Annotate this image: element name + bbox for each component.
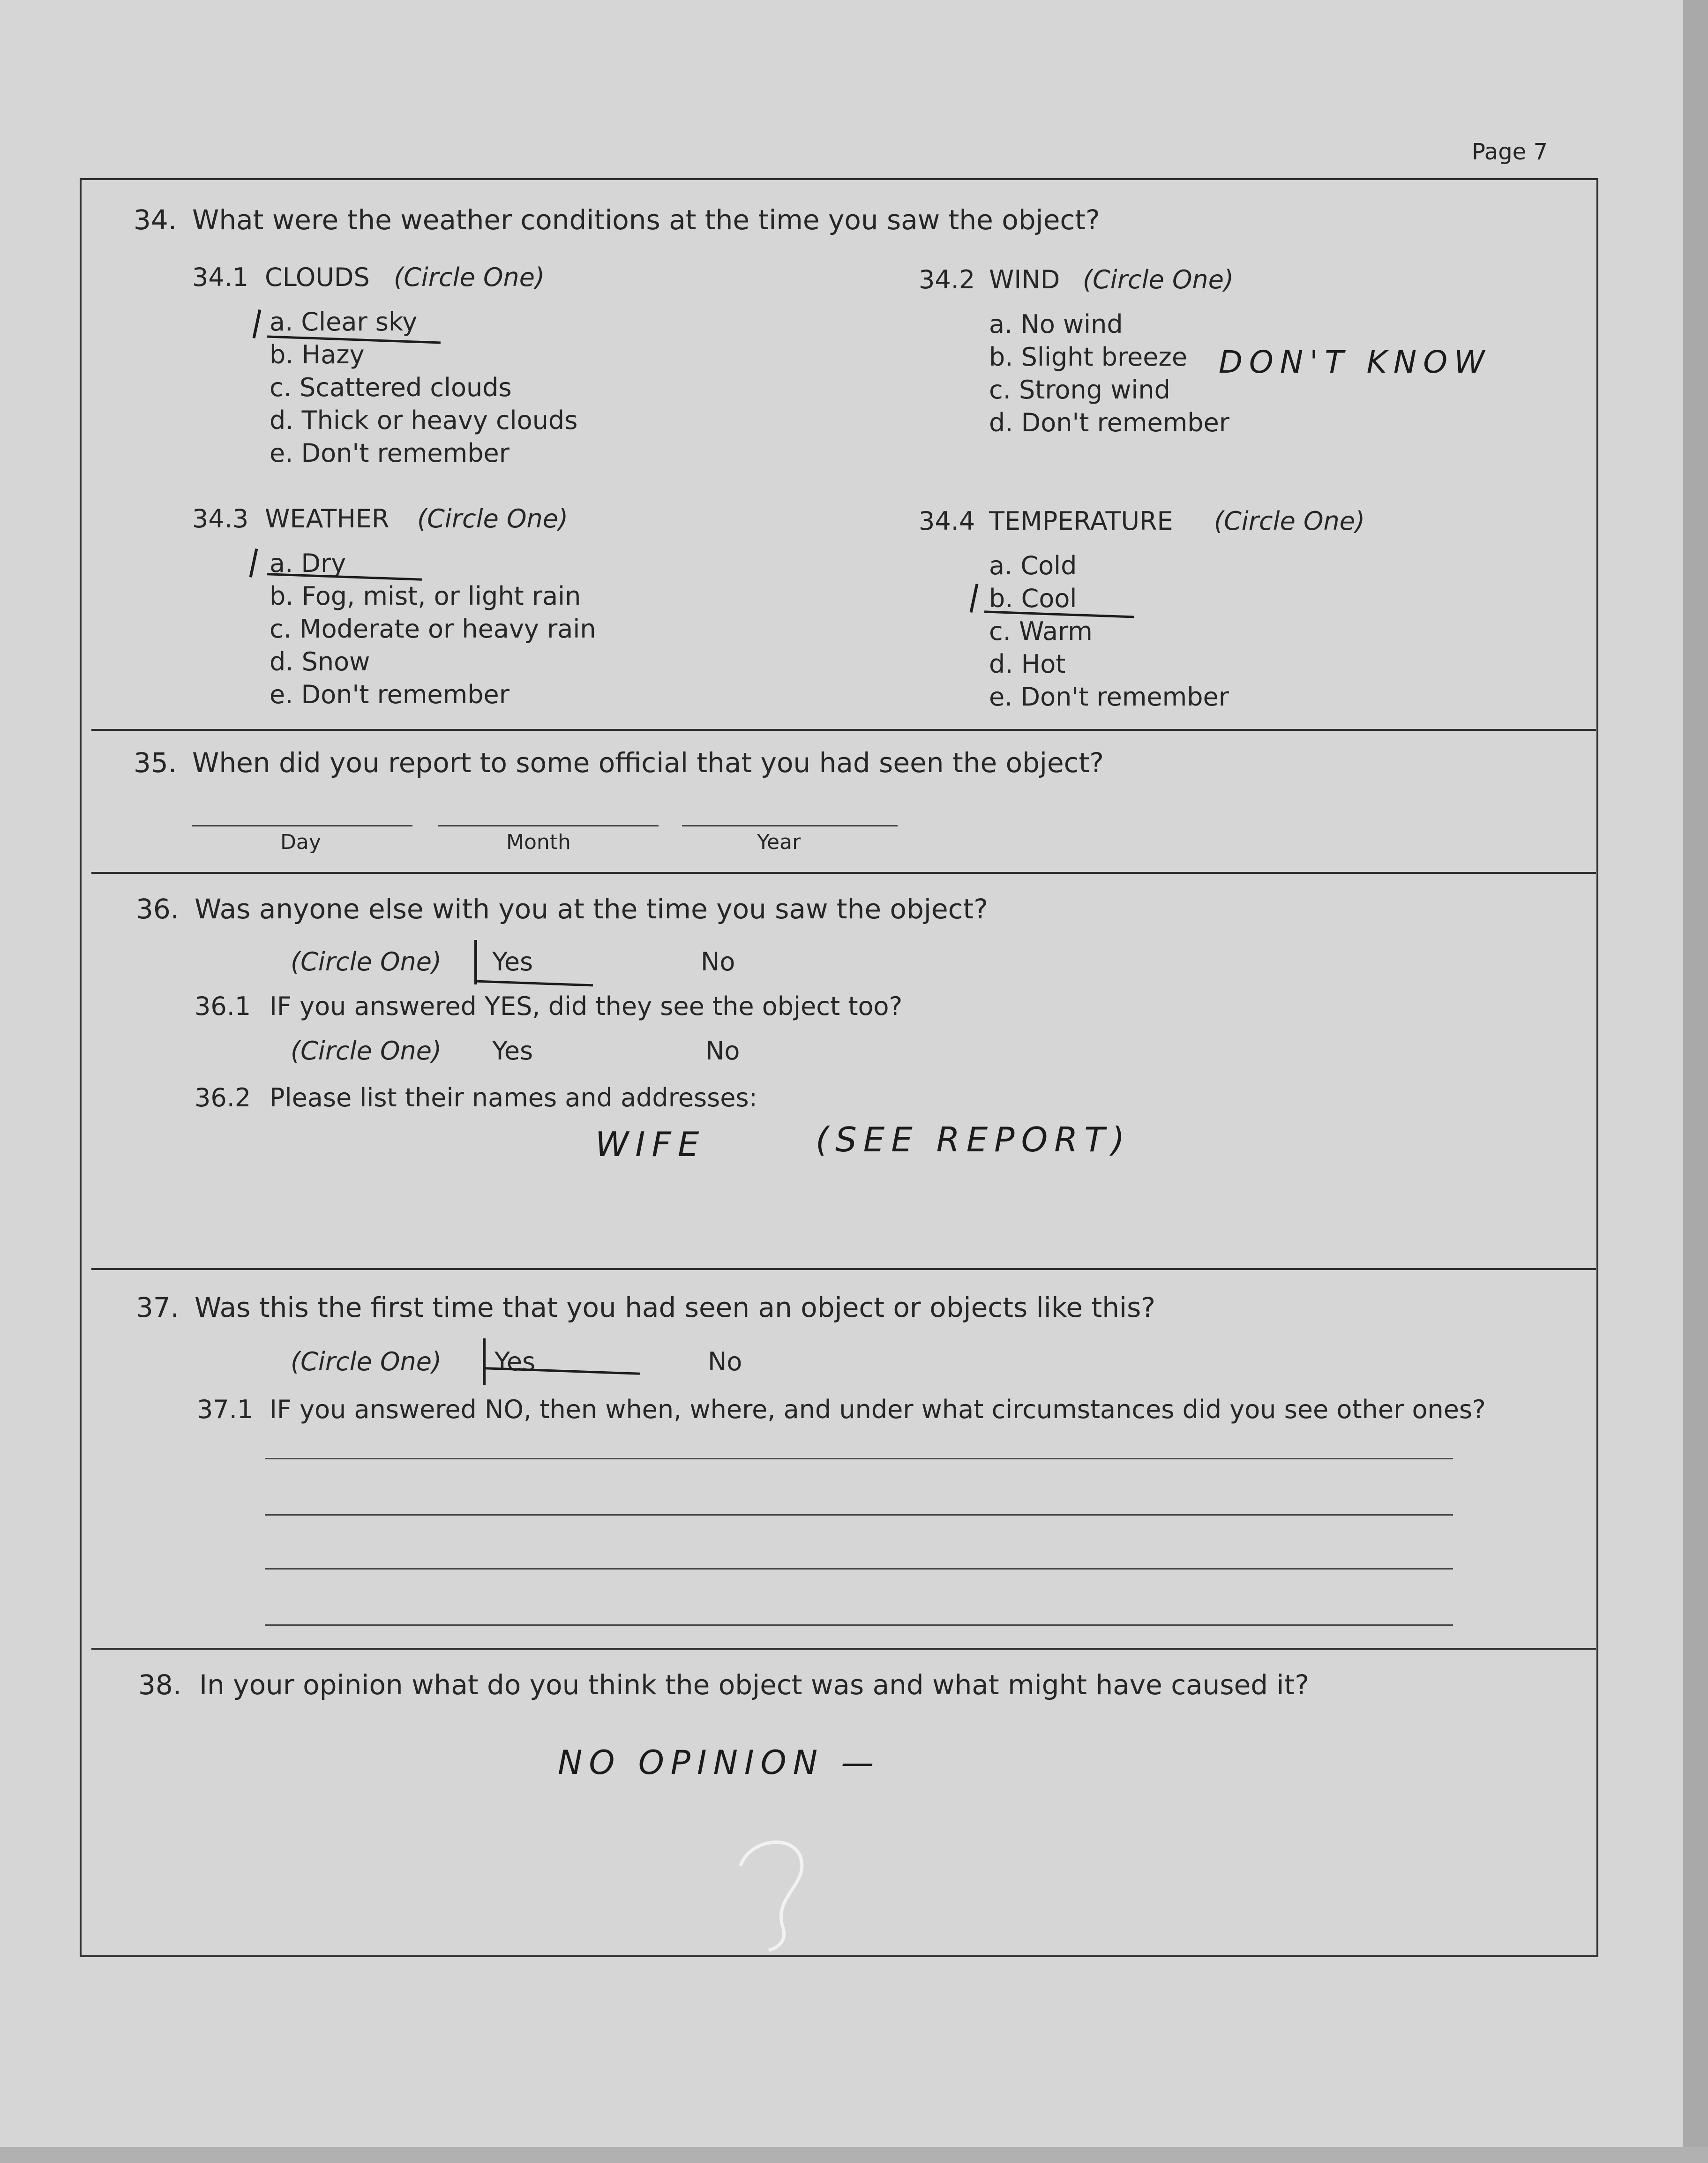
temperature-option-dont-remember[interactable]: e. Don't remember bbox=[989, 682, 1229, 712]
q34-2-title: WIND bbox=[989, 265, 1060, 294]
companion-name-handwritten: WIFE bbox=[595, 1125, 706, 1164]
weather-option-moderate-rain[interactable]: c. Moderate or heavy rain bbox=[270, 614, 596, 644]
q34-1-instruction: (Circle One) bbox=[394, 263, 545, 292]
temperature-option-warm[interactable]: c. Warm bbox=[989, 616, 1093, 646]
q37-number: 37. bbox=[136, 1292, 180, 1323]
q37-no-option[interactable]: No bbox=[708, 1347, 742, 1376]
wind-option-dont-remember[interactable]: d. Don't remember bbox=[989, 408, 1229, 437]
q36-1-question: IF you answered YES, did they see the object too? bbox=[270, 991, 903, 1021]
weather-option-fog[interactable]: b. Fog, mist, or light rain bbox=[270, 581, 581, 611]
q34-question: What were the weather conditions at the time you saw the object? bbox=[192, 204, 1100, 236]
divider-35-36 bbox=[91, 872, 1596, 874]
q34-number: 34. bbox=[134, 204, 177, 236]
q34-1-number: 34.1 bbox=[192, 263, 249, 292]
scan-edge-right bbox=[1683, 0, 1708, 2163]
wind-handwritten-note: DON'T KNOW bbox=[1219, 344, 1491, 380]
weather-option-dont-remember[interactable]: e. Don't remember bbox=[270, 680, 509, 709]
other-sightings-line-2[interactable] bbox=[265, 1514, 1453, 1516]
q37-instruction: (Circle One) bbox=[291, 1347, 442, 1376]
q38-number: 38. bbox=[138, 1669, 182, 1701]
q37-yes-option[interactable]: Yes bbox=[494, 1347, 536, 1376]
page-label: Page 7 bbox=[1472, 139, 1548, 165]
other-sightings-line-1[interactable] bbox=[265, 1458, 1453, 1459]
clouds-option-hazy[interactable]: b. Hazy bbox=[270, 340, 365, 369]
wind-option-no-wind[interactable]: a. No wind bbox=[989, 309, 1123, 339]
q36-no-option[interactable]: No bbox=[701, 947, 735, 976]
other-sightings-line-4[interactable] bbox=[265, 1624, 1453, 1626]
q37-1-number: 37.1 bbox=[197, 1395, 254, 1424]
q34-3-instruction: (Circle One) bbox=[417, 504, 569, 533]
q36-question: Was anyone else with you at the time you saw the object? bbox=[195, 893, 989, 925]
q34-3-title: WEATHER bbox=[265, 504, 390, 533]
q34-4-title: TEMPERATURE bbox=[989, 506, 1173, 536]
report-month-field[interactable] bbox=[438, 825, 659, 826]
clouds-option-scattered[interactable]: c. Scattered clouds bbox=[270, 373, 512, 402]
companion-note-handwritten: (SEE REPORT) bbox=[816, 1120, 1131, 1159]
wind-option-slight-breeze[interactable]: b. Slight breeze bbox=[989, 342, 1188, 372]
q37-1-question: IF you answered NO, then when, where, and under what circumstances did you see other ones? bbox=[270, 1395, 1486, 1424]
q37-yes-check-mark bbox=[483, 1338, 486, 1385]
q36-number: 36. bbox=[136, 893, 180, 925]
q34-3-number: 34.3 bbox=[192, 504, 249, 533]
q34-2-instruction: (Circle One) bbox=[1083, 265, 1234, 294]
q35-question: When did you report to some official that you had seen the object? bbox=[192, 747, 1104, 779]
weather-option-snow[interactable]: d. Snow bbox=[270, 647, 370, 676]
question-mark-doodle bbox=[731, 1833, 825, 1955]
temperature-option-cool[interactable]: b. Cool bbox=[989, 584, 1077, 613]
q36-1-no-option[interactable]: No bbox=[705, 1036, 740, 1066]
q36-1-number: 36.1 bbox=[195, 991, 251, 1021]
temperature-option-hot[interactable]: d. Hot bbox=[989, 649, 1066, 679]
q37-question: Was this the first time that you had seen an object or objects like this? bbox=[195, 1292, 1156, 1323]
q36-instruction: (Circle One) bbox=[291, 947, 442, 976]
report-month-label: Month bbox=[506, 830, 571, 854]
scan-edge-bottom bbox=[0, 2147, 1708, 2163]
q36-yes-option[interactable]: Yes bbox=[492, 947, 533, 976]
wind-option-strong-wind[interactable]: c. Strong wind bbox=[989, 375, 1170, 405]
q36-1-yes-option[interactable]: Yes bbox=[492, 1036, 533, 1066]
divider-36-37 bbox=[91, 1268, 1596, 1270]
q36-2-question: Please list their names and addresses: bbox=[270, 1083, 757, 1112]
weather-option-dry[interactable]: a. Dry bbox=[270, 548, 346, 578]
report-year-label: Year bbox=[757, 830, 801, 854]
clouds-option-thick[interactable]: d. Thick or heavy clouds bbox=[270, 406, 578, 435]
report-day-label: Day bbox=[280, 830, 321, 854]
q38-question: In your opinion what do you think the object was and what might have caused it? bbox=[199, 1669, 1310, 1701]
temperature-option-cold[interactable]: a. Cold bbox=[989, 551, 1077, 580]
q34-2-number: 34.2 bbox=[919, 265, 975, 294]
clouds-option-clear-sky[interactable]: a. Clear sky bbox=[270, 307, 418, 337]
other-sightings-line-3[interactable] bbox=[265, 1568, 1453, 1570]
q36-2-number: 36.2 bbox=[195, 1083, 251, 1112]
report-day-field[interactable] bbox=[192, 825, 412, 826]
opinion-handwritten: NO OPINION — bbox=[558, 1743, 881, 1782]
q34-1-title: CLOUDS bbox=[265, 263, 370, 292]
q34-4-number: 34.4 bbox=[919, 506, 975, 536]
q36-1-instruction: (Circle One) bbox=[291, 1036, 442, 1066]
clouds-option-dont-remember[interactable]: e. Don't remember bbox=[270, 438, 509, 468]
q34-4-instruction: (Circle One) bbox=[1214, 506, 1365, 536]
q35-number: 35. bbox=[134, 747, 177, 779]
divider-37-38 bbox=[91, 1648, 1596, 1650]
divider-34-35 bbox=[91, 729, 1596, 731]
report-year-field[interactable] bbox=[682, 825, 898, 826]
q36-yes-check-mark bbox=[474, 940, 477, 984]
